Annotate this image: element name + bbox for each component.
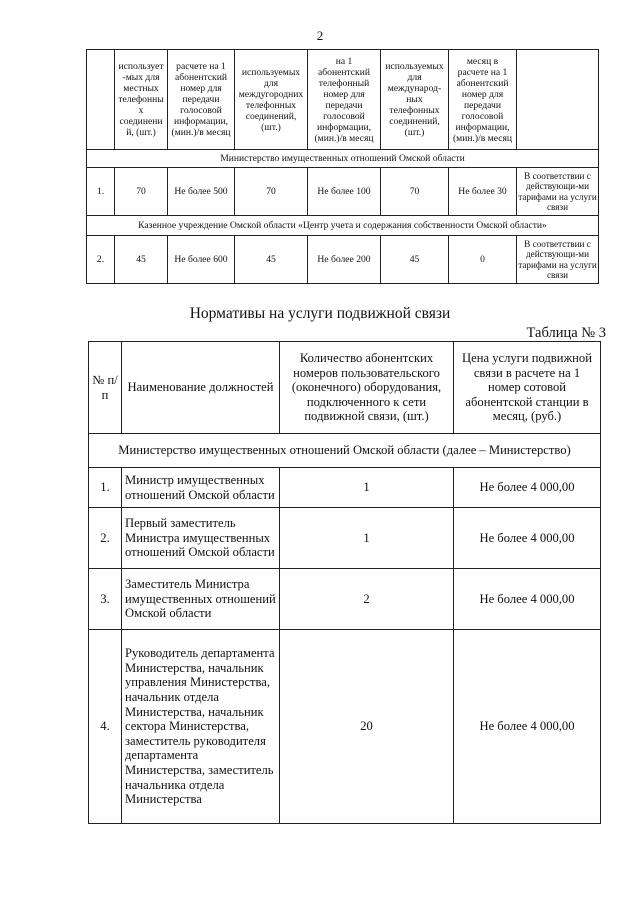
table-row bbox=[89, 569, 601, 630]
table-cell: Не более 30 bbox=[449, 168, 517, 216]
table-cell: Не более 600 bbox=[168, 236, 235, 284]
table2-org-row bbox=[89, 434, 601, 468]
table1-header-cell: используемых для междугородних телефонных соединений, (шт.) bbox=[235, 50, 308, 150]
table1-header-row bbox=[87, 50, 599, 150]
position-name: Руководитель департамента Министерства, начальник управления Министерства, начальник отдела Министерства, начальник сектора Министерства, заместитель руководителя департамента Министерства, заместитель начальника отдела Министерства bbox=[122, 630, 280, 824]
count-cell: 20 bbox=[280, 630, 454, 824]
count-cell: 2 bbox=[280, 569, 454, 630]
table-cell: Не более 100 bbox=[308, 168, 381, 216]
position-name: Министр имущественных отношений Омской области bbox=[122, 468, 280, 508]
position-name: Первый заместитель Министра имущественных отношений Омской области bbox=[122, 508, 280, 569]
table-cell: 45 bbox=[235, 236, 308, 284]
price-cell: Не более 4 000,00 bbox=[454, 508, 601, 569]
mobile-communication-norms-table bbox=[88, 341, 601, 824]
row-number: 4. bbox=[89, 630, 122, 824]
table-cell: Не более 500 bbox=[168, 168, 235, 216]
table2-header-row bbox=[89, 342, 601, 434]
table1-header-cell: использует-мых для местных телефонных соединений, (шт.) bbox=[115, 50, 168, 150]
section-heading: Нормативы на услуги подвижной связи bbox=[189, 305, 451, 322]
table1-header-cell bbox=[87, 50, 115, 150]
table-row bbox=[87, 168, 599, 216]
table1-header-cell: расчете на 1 абонентский номер для передачи голосовой информации, (мин.)/в месяц bbox=[168, 50, 235, 150]
page-number: 2 bbox=[316, 28, 324, 43]
count-cell: 1 bbox=[280, 468, 454, 508]
header-count: Количество абонентских номеров пользовательского (оконечного) оборудования, подключенного к сети подвижной связи, (шт.) bbox=[280, 342, 454, 434]
table1-header-cell: на 1 абонентский телефонный номер для передачи голосовой информации, (мин.)/в месяц bbox=[308, 50, 381, 150]
table1-org-row bbox=[87, 216, 599, 236]
table-cell: Не более 200 bbox=[308, 236, 381, 284]
table1-header-cell: используемых для международ-ных телефонных соединений, (шт.) bbox=[381, 50, 449, 150]
table1-header-cell bbox=[517, 50, 599, 150]
table-cell: В соответствии с действующи-ми тарифами на услуги связи bbox=[517, 168, 599, 216]
table-row bbox=[89, 468, 601, 508]
header-price: Цена услуги подвижной связи в расчете на 1 номер сотовой абонентской станции в месяц, (руб.) bbox=[454, 342, 601, 434]
table-cell: 70 bbox=[115, 168, 168, 216]
table-label: Таблица № 3 bbox=[526, 325, 606, 341]
org-name: Министерство имущественных отношений Омской области (далее – Министерство) bbox=[89, 434, 601, 468]
table-row bbox=[89, 508, 601, 569]
row-number: 2. bbox=[87, 236, 115, 284]
row-number: 2. bbox=[89, 508, 122, 569]
table-cell: 45 bbox=[115, 236, 168, 284]
table-cell: 0 bbox=[449, 236, 517, 284]
row-number: 3. bbox=[89, 569, 122, 630]
table-cell: В соответствии с действующи-ми тарифами на услуги связи bbox=[517, 236, 599, 284]
table-cell: 70 bbox=[381, 168, 449, 216]
header-number: № п/п bbox=[89, 342, 122, 434]
communication-norms-table-continued bbox=[86, 49, 599, 284]
table1-org-row bbox=[87, 150, 599, 168]
org-name: Министерство имущественных отношений Омской области bbox=[87, 150, 599, 168]
org-name: Казенное учреждение Омской области «Центр учета и содержания собственности Омской области» bbox=[87, 216, 599, 236]
table-row bbox=[89, 630, 601, 824]
table-cell: 45 bbox=[381, 236, 449, 284]
price-cell: Не более 4 000,00 bbox=[454, 468, 601, 508]
position-name: Заместитель Министра имущественных отношений Омской области bbox=[122, 569, 280, 630]
row-number: 1. bbox=[89, 468, 122, 508]
table-row bbox=[87, 236, 599, 284]
price-cell: Не более 4 000,00 bbox=[454, 630, 601, 824]
header-position: Наименование должностей bbox=[122, 342, 280, 434]
price-cell: Не более 4 000,00 bbox=[454, 569, 601, 630]
table1-header-cell: месяц в расчете на 1 абонентский номер для передачи голосовой информации, (мин.)/в месяц bbox=[449, 50, 517, 150]
table-cell: 70 bbox=[235, 168, 308, 216]
count-cell: 1 bbox=[280, 508, 454, 569]
row-number: 1. bbox=[87, 168, 115, 216]
